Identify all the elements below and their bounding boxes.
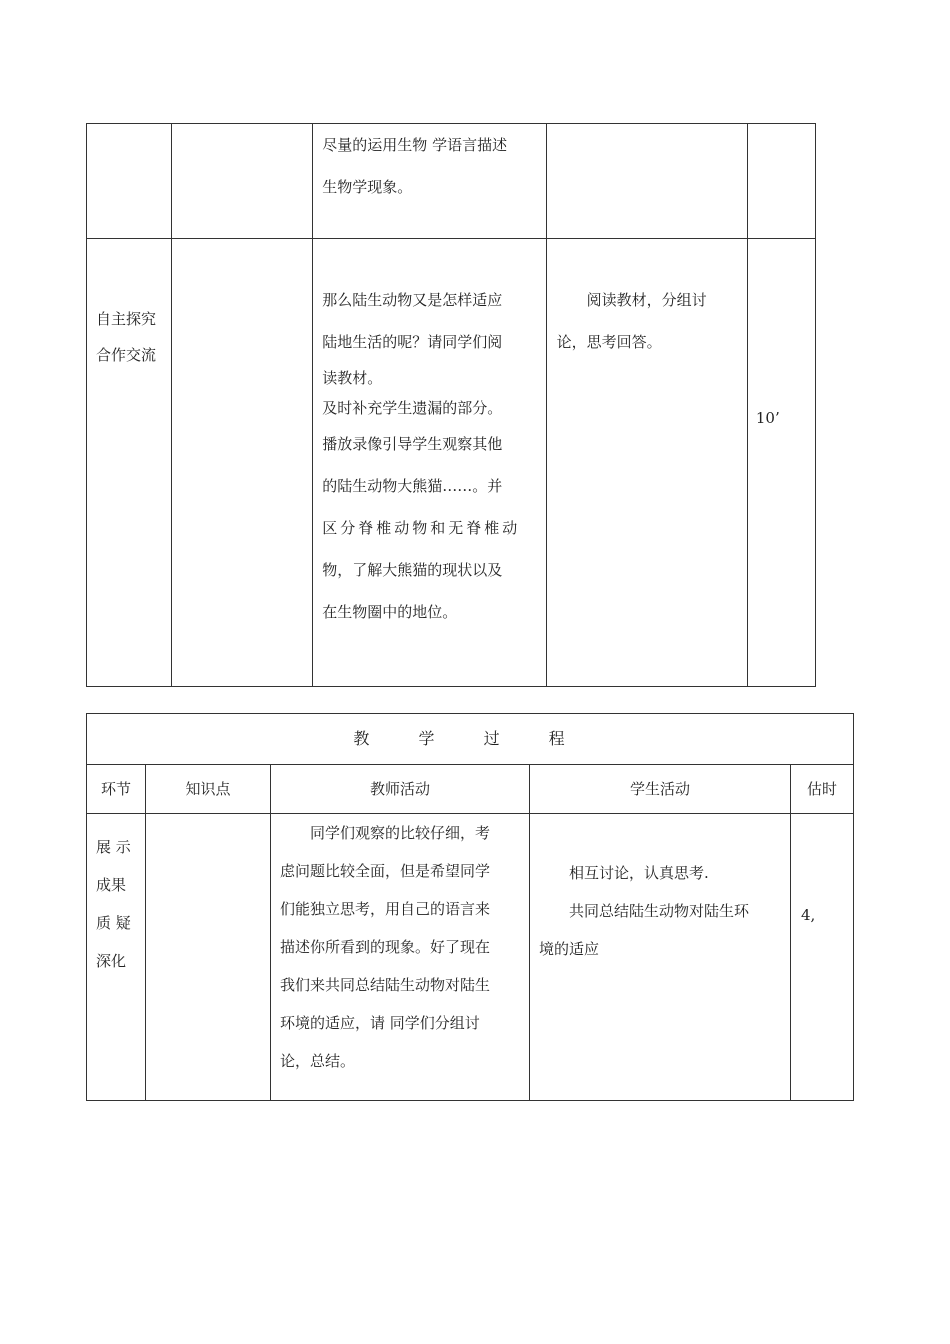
text-line: 生物学现象。 [322, 178, 413, 196]
text-line: 尽量的运用生物 学语言描述 [322, 136, 508, 154]
column-header: 学生活动 [530, 765, 791, 814]
stage-label: 展 示 [96, 838, 131, 856]
teaching-process-table [86, 713, 854, 1101]
text-line: 我们来共同总结陆生动物对陆生 [280, 976, 491, 994]
text-line: 播放录像引导学生观察其他 [322, 435, 503, 453]
stage-label: 深化 [96, 952, 127, 970]
text-line: 在生物圈中的地位。 [322, 603, 458, 621]
text-line: 的陆生动物大熊猫……。并 [322, 477, 503, 495]
table-title-row [87, 714, 854, 765]
text-line: 境的适应 [539, 940, 600, 958]
text-line: 描述你所看到的现象。好了现在 [280, 938, 491, 956]
text-line: 陆地生活的呢？请同学们阅 [322, 333, 503, 351]
text-line: 读教材。 [322, 369, 383, 387]
stage-label: 成果 [96, 876, 127, 894]
teacher-activity-cell [313, 239, 546, 687]
teacher-activity-cell [313, 124, 546, 239]
stage-cell [87, 124, 172, 239]
time-value: 10’ [755, 409, 780, 427]
table-title: 教 学 过 程 [87, 714, 854, 765]
text-line: 物，了解大熊猫的现状以及 [322, 561, 503, 579]
table-row [87, 124, 816, 239]
text-line: 相互讨论，认真思考. [569, 864, 709, 882]
text-line: 共同总结陆生动物对陆生环 [569, 902, 750, 920]
time-cell [791, 814, 854, 1101]
column-header: 知识点 [146, 765, 271, 814]
time-cell [747, 239, 815, 687]
lesson-table-continued [86, 123, 816, 687]
stage-label: 合作交流 [96, 346, 157, 364]
stage-label: 自主探究 [96, 310, 157, 328]
text-line: 那么陆生动物又是怎样适应 [322, 291, 503, 309]
time-value: 4, [801, 906, 816, 924]
column-header: 估时 [791, 765, 854, 814]
text-line: 们能独立思考，用自己的语言来 [280, 900, 491, 918]
stage-cell [87, 814, 146, 1101]
text-line: 虑问题比较全面，但是希望同学 [280, 862, 491, 880]
text-line: 同学们观察的比较仔细，考 [310, 824, 491, 842]
teacher-activity-cell [271, 814, 530, 1101]
column-header: 环节 [87, 765, 146, 814]
text-line: 论，思考回答。 [556, 333, 662, 351]
student-activity-cell [546, 124, 747, 239]
table-header-row [87, 765, 854, 814]
stage-label: 质 疑 [96, 914, 131, 932]
column-header: 教师活动 [271, 765, 530, 814]
table-row [87, 814, 854, 1101]
text-line: 及时补充学生遗漏的部分。 [322, 399, 503, 417]
text-line: 环境的适应，请 同学们分组讨 [280, 1014, 480, 1032]
time-cell [747, 124, 815, 239]
student-activity-cell [546, 239, 747, 687]
table-row [87, 239, 816, 687]
text-line: 阅读教材，分组讨 [586, 291, 707, 309]
text-line: 论，总结。 [280, 1052, 356, 1070]
text-line: 区分脊椎动物和无脊椎动 [322, 519, 521, 537]
stage-cell [87, 239, 172, 687]
knowledge-cell [172, 124, 313, 239]
knowledge-cell [172, 239, 313, 687]
knowledge-cell [146, 814, 271, 1101]
student-activity-cell [530, 814, 791, 1101]
